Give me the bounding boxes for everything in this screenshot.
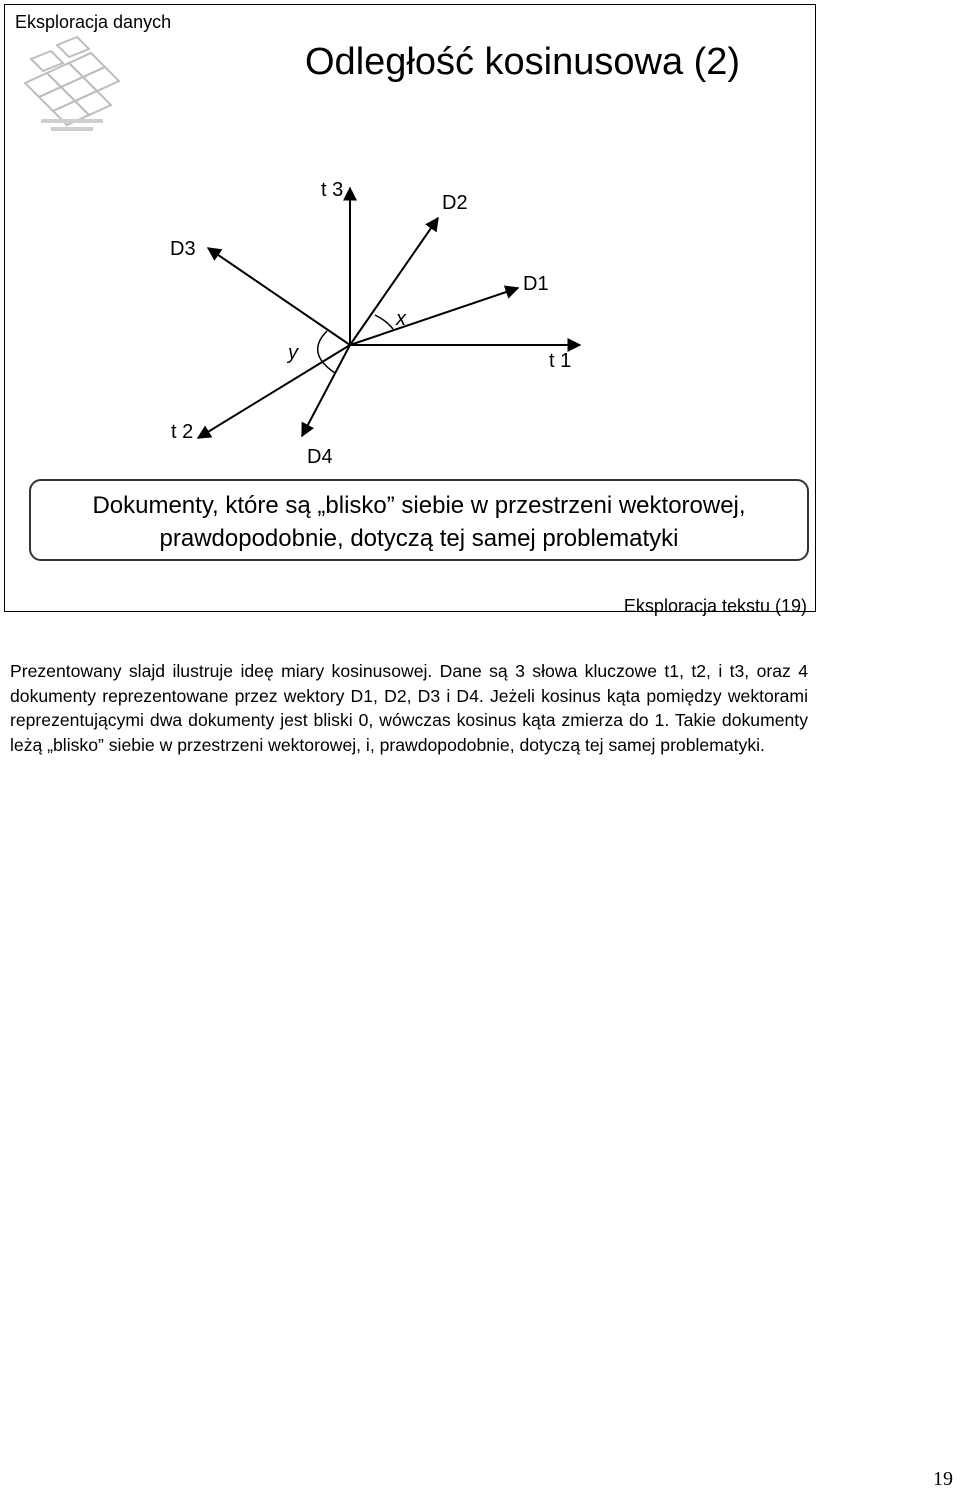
angle-arc-x xyxy=(375,315,393,329)
callout-box xyxy=(29,479,809,561)
vector-d2 xyxy=(350,218,438,345)
slide-footer-reference: Eksploracja tekstu (19) xyxy=(623,596,807,616)
callout-line-1: Dokumenty, które są „blisko” siebie w przestrzeni wektorowej, xyxy=(92,492,746,519)
slide-frame xyxy=(4,4,816,616)
axis-label-t3: t 3 xyxy=(321,179,344,201)
callout-line-2: prawdopodobnie, dotyczą tej samej problematyki xyxy=(159,525,679,552)
slide-header-label: Eksploracja danych xyxy=(15,12,172,32)
vector-label-d1: D1 xyxy=(523,273,549,295)
axis-label-t2: t 2 xyxy=(171,421,194,443)
axis-t2 xyxy=(198,345,350,438)
angle-label-x: x xyxy=(396,308,406,330)
axis-label-t1: t 1 xyxy=(549,350,572,372)
slide-title: Odległość kosinusowa (2) xyxy=(305,41,741,83)
angle-arc-y xyxy=(318,331,335,373)
vector-d1 xyxy=(350,288,518,345)
angle-label-y: y xyxy=(288,342,298,364)
vector-d3 xyxy=(208,248,350,345)
vector-label-d3: D3 xyxy=(170,238,196,260)
vector-label-d2: D2 xyxy=(442,192,468,214)
slide-note-paragraph: Prezentowany slajd ilustruje ideę miary kosinusowej. Dane są 3 słowa kluczowe t1, t2, i t3, oraz 4 dokumenty reprezentowane przez wektory D1, D2, D3 i D4. Jeżeli kosinus kąta pomiędzy wektorami reprezentującymi dwa dokumenty jest bliski 0, wówczas kosinus kąta zmierza do 1. Takie dokumenty leżą „blisko” siebie w przestrzeni wektorowej, i, prawdopodobnie, dotyczą tej samej problematyki. xyxy=(10,661,808,755)
vector-label-d4: D4 xyxy=(307,446,333,468)
page-number: 19 xyxy=(933,1468,953,1490)
vector-space-diagram xyxy=(5,5,817,475)
